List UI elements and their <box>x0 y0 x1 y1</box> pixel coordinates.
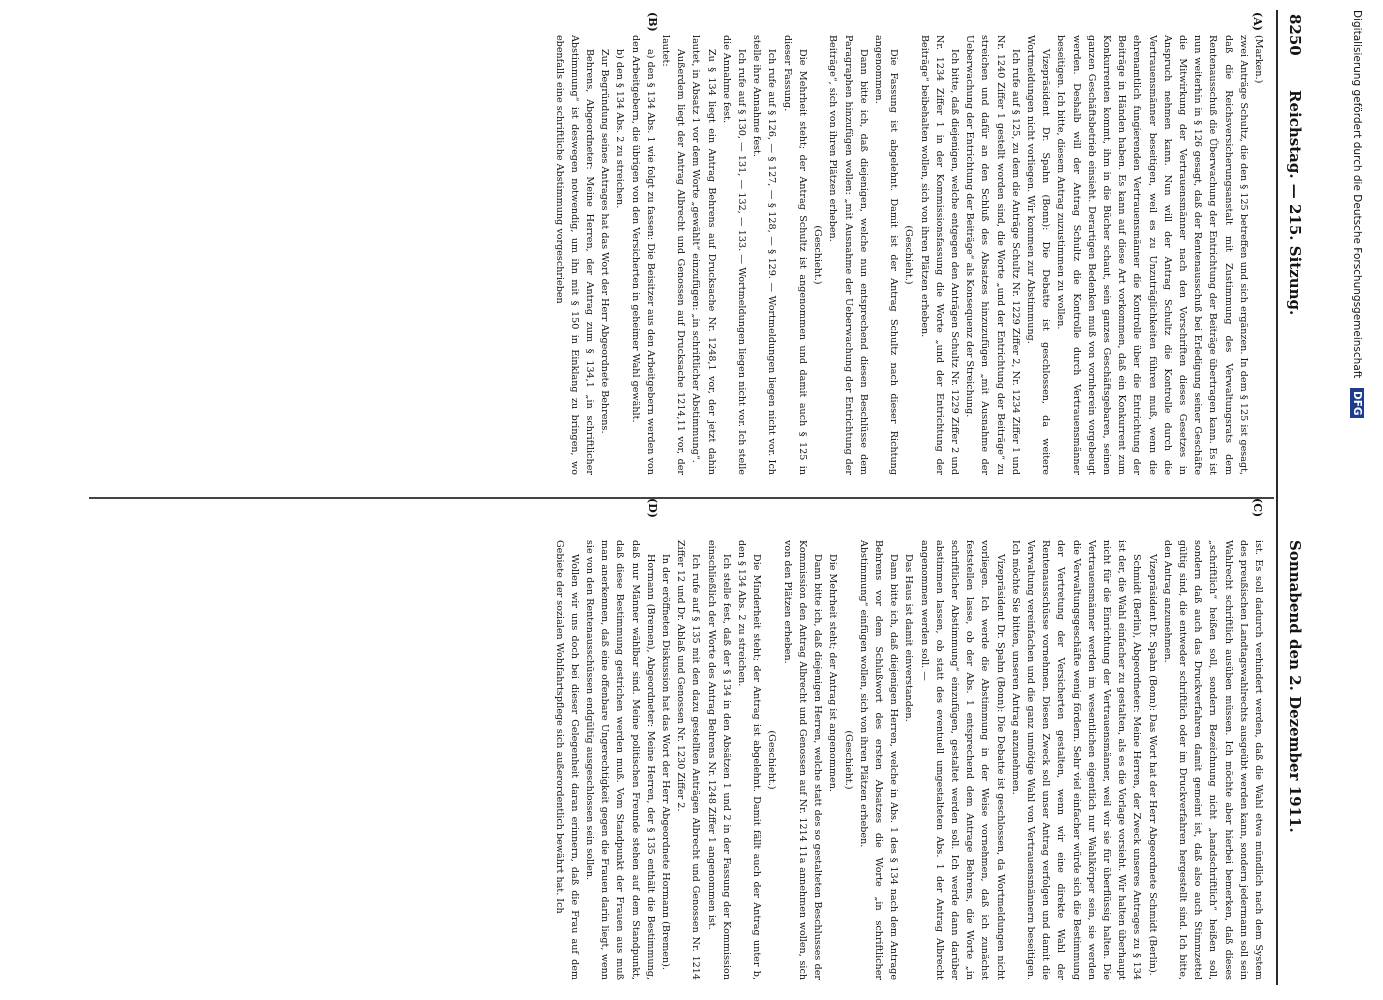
paragraph: Die Minderheit steht; der Antrag ist abgelehnt. Damit fällt auch der Antrag unter b, den § 134 Abs. 2 zu streichen. <box>736 540 763 980</box>
paragraph: ist. Es soll dadurch verhindert werden, daß die Wahl etwa mündlich nach dem System des preußischen Landtagswahlrechts ausgeübt werden kann, sondern jedermann soll sein Wahlrecht schriftlich ausüben müssen. Ich möchte aber hierbei bemerken, daß dieses „schriftlich“ heißen soll, sondern Bezeichnung nicht „handschriftlich“ heißen soll, sondern daß auch das Druckverfahren damit gemeint ist, daß also auch Stimmzettel gültig sind, die entweder schriftlich oder im Druckverfahren hergestellt sind. Ich bitte, den Antrag anzunehmen. <box>1161 540 1264 980</box>
paragraph: Schmidt (Berlin), Abgeordneter: Meine Herren, der Zweck unseres Antrages zu § 134 ist der, die Wahl einfacher zu gestalten, als es die Vorlage vorsieht. Wir halten überhaupt nicht für die Einrichtung der Vertrauensmänner, weil wir sie für überflüssig halten. Die Vertrauensmänner werden im wesentlichen eigentlich nur Wahlkörper sein, sie werden die Verwaltungsgeschäfte wenig fördern. Sehr viel einfacher würde sich die Bestimmung der Vertretung der Versicherten gestalten, wenn wir eine direkte Wahl der Rentenausschüsse vornehmen. Diesen Zweck soll unser Antrag verfolgen und damit die Verwaltung vereinfachen und die ganz unnötige Wahl von Vertrauensmännern beseitigen. Ich möchte Sie bitten, unseren Antrag anzunehmen. <box>1009 540 1143 980</box>
paragraph: Vizepräsident Dr. Spahn (Bonn): Das Wort hat der Herr Abgeordnete Schmidt (Berlin). <box>1146 554 1158 976</box>
credit-text: Digitalisierung gefördert durch die Deutsche Forschungsgemeinschaft <box>1351 10 1363 379</box>
paragraph: Vizepräsident Dr. Spahn (Bonn): Die Debatte ist geschlossen, da weitere Wortmeldungen nicht vorliegen. Wir kommen zur Abstimmung. <box>1024 35 1052 475</box>
margin-marker-c: (C) <box>1251 498 1264 518</box>
column-divider <box>89 497 1274 499</box>
paragraph: Dann bitte ich, daß diejenigen Herren, welche in Abs. 1 des § 134 nach dem Antrage Behrens vor dem Schlußwort des ersten Absatzes die Worte „in schriftlicher Abstimmung“ einfügen wollen, sich von ihren Plätzen erheben. <box>857 540 900 980</box>
paragraph: Zur Begründung seines Antrages hat das Wort der Herr Abgeordnete Behrens. <box>599 49 611 434</box>
paragraph: Wollen wir uns doch bei dieser Gelegenheit daran erinnern, daß die Frau auf dem Gebiete der sozialen Wohlfahrtspflege sich außerordentlich bewährt hat. Ich <box>553 540 580 980</box>
paragraph: Ich bitte, daß diejenigen, welche entgegen den Anträgen Schultz Nr. 1229 Ziffer 2 und Nr. 1234 Ziffer 1 in der Kommissionsfassung die Worte „und der Entrichtung der Beiträge“ beibehalten wollen, sich von ihren Plätzen erheben. <box>918 35 960 475</box>
paragraph: b) den § 134 Abs. 2 zu streichen. <box>614 49 626 209</box>
paragraph: Dann bitte ich, daß diejenigen, welche nun entsprechend diesen Beschlüsse dem Paragraphen hinzufügen wollen: „mit Ausnahme der Ueberwachung der Entrichtung der Beiträge“, sich von ihren Plätzen erheben. <box>827 35 869 475</box>
margin-marker-d: (D) <box>646 498 659 518</box>
paragraph: zwei Anträge Schultz, die den § 125 betreffen und sich ergänzen. In dem § 125 ist gesagt, daß die Reichsversicherungsanstalt mit Zustimmung des Verwaltungsrats dem Rentenausschuß die Überwachung der Entrichtung der Beiträge übertragen kann. Es ist nun weiterhin in § 126 gesagt, daß der Rentenausschuß bei Erledigung seiner Geschäfte die Mitwirkung der Vertrauensmänner nach den Vorschriften dieses Gesetzes in Anspruch nehmen kann. Nun will der Antrag Schultz die Kontrolle durch die Vertrauensmänner beseitigen, weil es zu Unzuträglichkeiten führen muß, wenn die ehrenamtlich fungierenden Vertrauensmänner die Kontrolle über die Entrichtung der Beiträge in Händen haben. Es kann auf diese Art vorkommen, daß ein Konkurrent zum Konkurrenten kommt, ihm in die Bücher schaut, sein ganzes Geschäftsgebaren, seinen ganzen Geschäftsbetrieb einsieht. Derartigen Bedenken muß von vornherein vorgebeugt werden. Deshalb will der Antrag Schultz die Kontrolle durch Vertrauensmänner beseitigen. Ich bitte, diesem Antrag zuzustimmen zu wollen. <box>1055 35 1249 475</box>
paragraph: Ich rufe auf § 126, — § 127, — § 128, — § 129. — Wortmeldungen liegen nicht vor. Ich stelle ihre Annahme fest. <box>751 35 778 475</box>
paragraph: (Geschieht.) <box>842 730 854 790</box>
paragraph: Zu § 134 liegt ein Antrag Behrens auf Drucksache Nr. 1248,1 vor, der jetzt dahin lautet, in Absatz 1 vor dem Worte „gewählt“ einzufügen: „in schriftlicher Abstimmung“. <box>690 35 717 475</box>
header-rule <box>1276 10 1278 985</box>
paragraph: Ich stelle fest, daß der § 134 in den Absätzen 1 und 2 in der Fassung der Kommission einschließlich der Worte des Antrag Behrens Nr. 1248 Ziffer 1 angenommen ist. <box>705 540 732 980</box>
right-text-column <box>91 540 1266 980</box>
left-text-column <box>91 35 1266 475</box>
page-number: 8250 <box>1286 14 1304 56</box>
running-title: Reichstag. — 215. Sitzung. <box>1286 90 1304 316</box>
paragraph: Vizepräsident Dr. Spahn (Bonn): Die Debatte ist geschlossen, da Wortmeldungen nicht vorliegen. Ich werde die Abstimmung in der Weise vornehmen, daß ich zunächst feststellen lasse, ob der Abs. 1 entsprechend dem Antrage Behrens, die Worte „in schriftlicher Abstimmung“ einzufügen, gestaltet werden soll. Ich werde dann darüber abstimmen lassen, ob statt des eventuell umgestalteten Abs. 1 der Antrag Albrecht angenommen werden soll. — <box>918 540 1006 980</box>
paragraph: Die Fassung ist abgelehnt. Damit ist der Antrag Schultz nach dieser Richtung angenommen. <box>872 35 900 475</box>
paragraph: Ich rufe auf § 125, zu dem die Anträge Schultz Nr. 1229 Ziffer 2, Nr. 1234 Ziffer 1 und Nr. 1240 Ziffer 1 gestellt worden sind, die Worte „und der Entrichtung der Beiträge“ zu streichen und dafür an den Schluß des Absatzes hinzuzufügen „mit Ausnahme der Ueberwachung der Entrichtung der Beiträge“ als Konsequenz der Streichung. <box>964 35 1021 475</box>
paragraph: (Geschieht.) <box>766 730 778 790</box>
paragraph: Das Haus ist damit einverstanden. <box>903 554 915 722</box>
paragraph: (Geschieht.) <box>812 225 824 285</box>
margin-marker-b: (B) <box>646 12 659 32</box>
paragraph: Die Mehrheit steht; der Antrag ist angenommen. <box>827 554 839 792</box>
session-date: Sonnabend den 2. Dezember 1911. <box>1286 540 1304 833</box>
paragraph: Ich rufe auf § 130, — 131, — 132, — 133. — Wortmeldungen liegen nicht vor. Ich stelle die Annahme fest. <box>720 35 748 475</box>
paragraph: Hormann (Bremen), Abgeordneter: Meine Herren, der § 135 enthält die Bestimmung, daß nur Männer wählbar sind. Meine politischen Freunde stehen auf dem Standpunkt, daß diese Bestimmung gestrichen werden muß. Vom Standpunkt der Frauen aus muß man anerkennen, daß eine offenbare Ungerechtigkeit gegen die Frauen darin liegt, wenn sie von den Rentenausschüssen endgültig ausgeschlossen sein sollen. <box>584 540 656 980</box>
digitization-credit <box>1350 10 1364 418</box>
paragraph: Außerdem liegt der Antrag Albrecht und Genossen auf Drucksache 1214,11 vor, der lautet: <box>660 35 687 475</box>
paragraph: Die Mehrheit steht; der Antrag Schultz ist angenommen und damit auch § 125 in dieser Fassung. <box>781 35 808 475</box>
paragraph: Ich rufe auf § 135 mit den dazu gestellten Anträgen Albrecht und Genossen Nr. 1214 Ziffer 12 und Dr. Ablaß und Genossen Nr. 1230 Ziffer 2. <box>675 540 702 980</box>
margin-marker-a: (A) <box>1251 12 1264 31</box>
paragraph: Dann bitte ich, daß diejenigen Herren, welche statt des so gestalteten Beschlusses der Kommission den Antrag Albrecht und Genossen auf Nr. 1214 11a annehmen wollen, sich von den Plätzen erheben. <box>781 540 824 980</box>
paragraph: a) den § 134 Abs. 1 wie folgt zu fassen: Die Beisitzer aus den Arbeitgebern werden von den Arbeitgebern, die übrigen von den Versicherten in geheimer Wahl gewählt. <box>629 35 656 475</box>
dfg-logo: DFG <box>1350 388 1364 419</box>
paragraph: In der eröffneten Diskussion hat das Wort der Herr Abgeordnete Hormann (Bremen). <box>660 554 672 970</box>
paragraph: (Geschieht.) <box>903 225 915 285</box>
paragraph: (Marken.) <box>1253 35 1264 84</box>
paragraph: Behrens, Abgeordneter: Meine Herren, der Antrag zum § 134,1 „in schriftlicher Abstimmung“ ist deswegen notwendig, um ihn mit § 150 in Einklang zu bringen, wo ebenfalls eine schriftliche Abstimmung vorgeschrieben <box>553 35 596 475</box>
